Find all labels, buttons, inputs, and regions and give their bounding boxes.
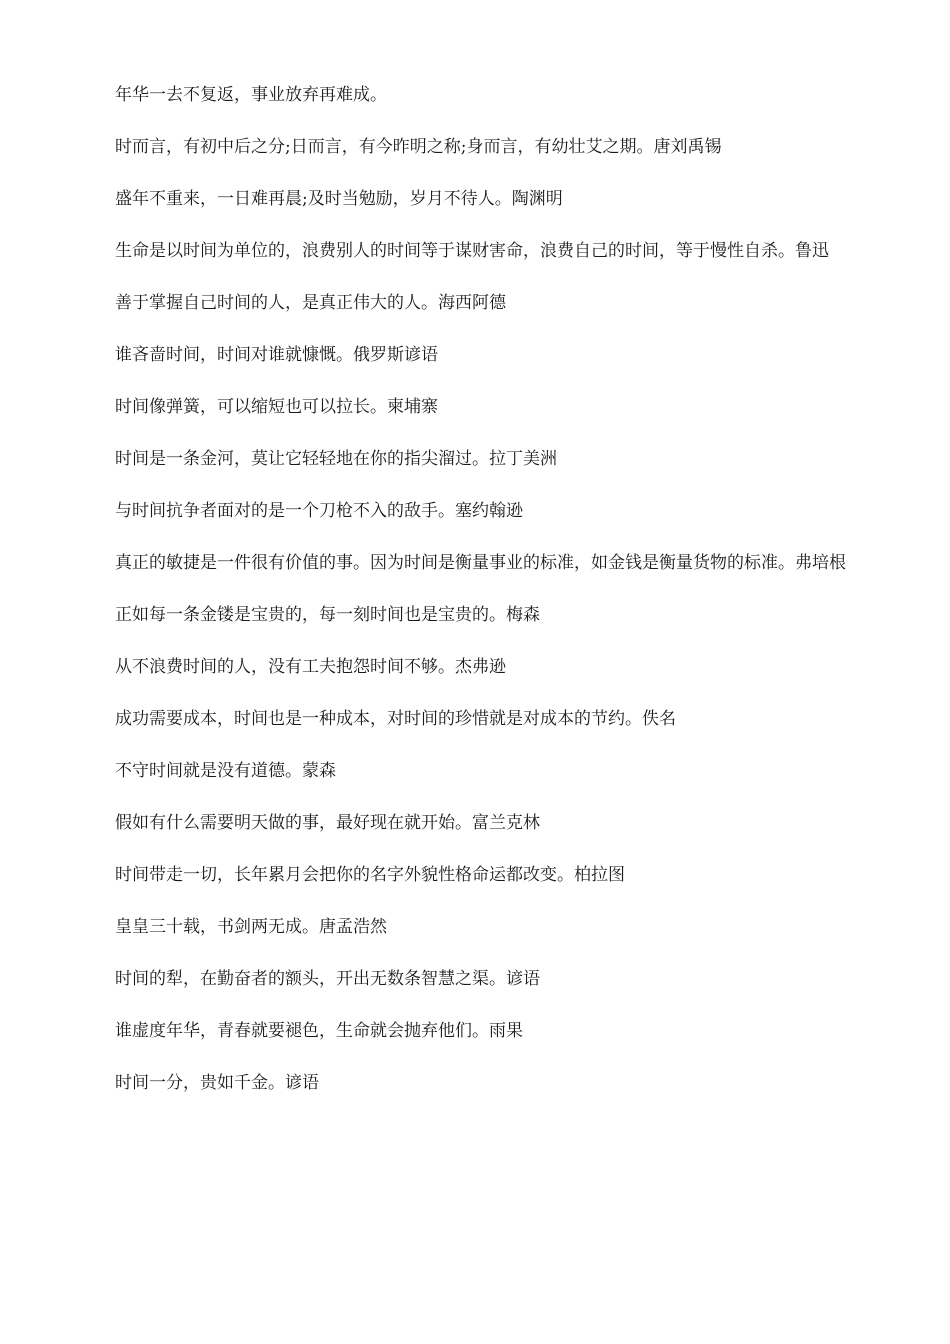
- quote-paragraph: 真正的敏捷是一件很有价值的事。因为时间是衡量事业的标准，如金钱是衡量货物的标准。弗培根: [115, 553, 846, 573]
- quote-paragraph: 与时间抗争者面对的是一个刀枪不入的敌手。塞约翰逊: [115, 501, 523, 521]
- quote-paragraph: 时间像弹簧，可以缩短也可以拉长。柬埔寨: [115, 397, 438, 417]
- quote-paragraph: 谁虚度年华，青春就要褪色，生命就会抛弃他们。雨果: [115, 1021, 523, 1041]
- document-body: [81, 78, 861, 1118]
- quote-paragraph: 年华一去不复返，事业放弃再难成。: [115, 85, 387, 105]
- quote-paragraph: 善于掌握自己时间的人，是真正伟大的人。海西阿德: [115, 293, 506, 313]
- quote-paragraph: 时间带走一切，长年累月会把你的名字外貌性格命运都改变。柏拉图: [115, 865, 625, 885]
- quote-paragraph: 成功需要成本，时间也是一种成本，对时间的珍惜就是对成本的节约。佚名: [115, 709, 676, 729]
- quote-paragraph: 从不浪费时间的人，没有工夫抱怨时间不够。杰弗逊: [115, 657, 506, 677]
- quote-paragraph: 不守时间就是没有道德。蒙森: [115, 761, 336, 781]
- quote-paragraph: 盛年不重来，一日难再晨;及时当勉励，岁月不待人。陶渊明: [115, 189, 563, 209]
- quote-paragraph: 时间一分，贵如千金。谚语: [115, 1073, 319, 1093]
- quote-paragraph: 时间的犁，在勤奋者的额头，开出无数条智慧之渠。谚语: [115, 969, 540, 989]
- quote-paragraph: 皇皇三十载，书剑两无成。唐孟浩然: [115, 917, 387, 937]
- quote-paragraph: 正如每一条金镂是宝贵的，每一刻时间也是宝贵的。梅森: [115, 605, 540, 625]
- quote-paragraph: 时间是一条金河，莫让它轻轻地在你的指尖溜过。拉丁美洲: [115, 449, 557, 469]
- quote-paragraph: 生命是以时间为单位的，浪费别人的时间等于谋财害命，浪费自己的时间，等于慢性自杀。鲁迅: [115, 241, 829, 261]
- quote-paragraph: 时而言，有初中后之分;日而言，有今昨明之称;身而言，有幼壮艾之期。唐刘禹锡: [115, 137, 722, 157]
- quote-paragraph: 假如有什么需要明天做的事，最好现在就开始。富兰克林: [115, 813, 540, 833]
- quote-paragraph: 谁吝啬时间，时间对谁就慷慨。俄罗斯谚语: [115, 345, 438, 365]
